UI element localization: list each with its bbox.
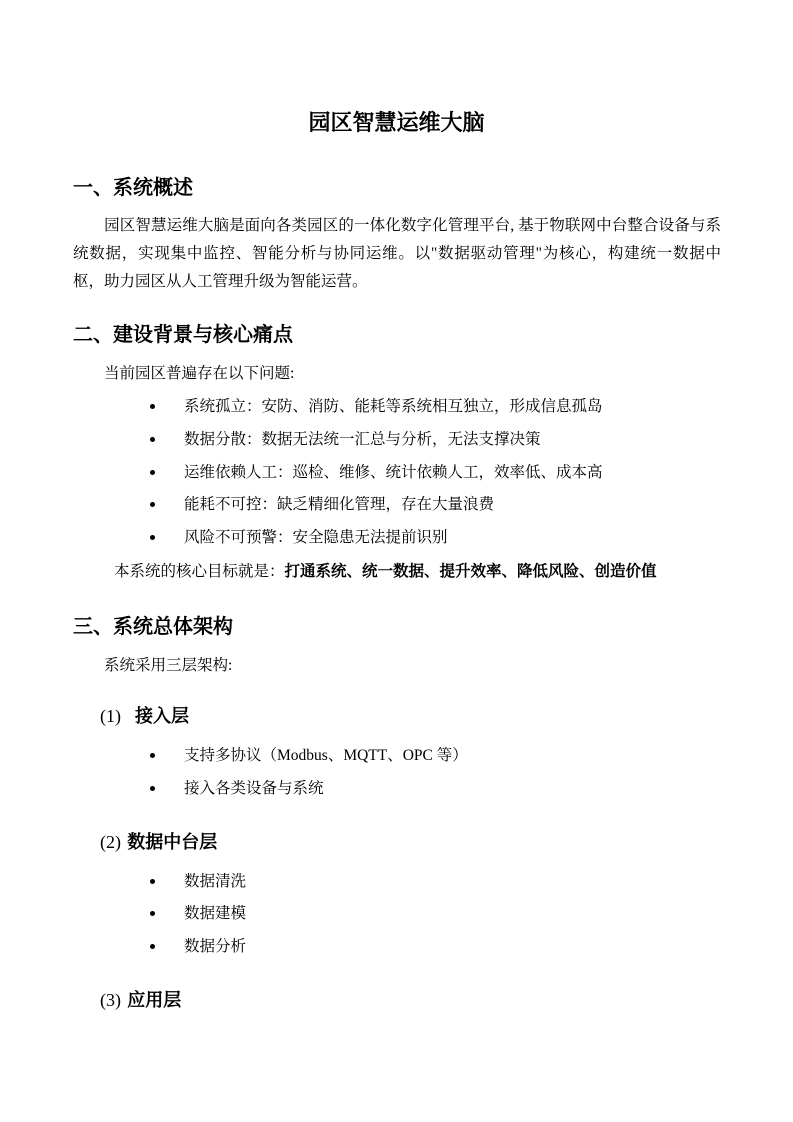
layer-number: (3) (100, 990, 121, 1010)
core-goal-bold: 打通系统、统一数据、提升效率、降低风险、创造价值 (284, 562, 657, 580)
list-item-text: 接入各类设备与系统 (184, 780, 324, 797)
list-item-text: 支持多协议（Modbus、MQTT、OPC 等） (184, 747, 468, 764)
list-item-text: 能耗不可控：缺乏精细化管理，存在大量浪费 (184, 496, 495, 513)
list-item-text: 风险不可预警：安全隐患无法提前识别 (184, 529, 448, 546)
bullet-icon (150, 786, 155, 791)
overview-paragraph-text: 园区智慧运维大脑是面向各类园区的一体化数字化管理平台, 基于物联网中台整合设备与系统数据，实现集中监控、智能分析与协同运维。以"数据驱动管理"为核心，构建统一数据中枢，助力园区从人工管理升级为智能运营。 (73, 217, 721, 290)
bullet-icon (150, 404, 155, 409)
list-item-text: 数据分散：数据无法统一汇总与分析，无法支撑决策 (184, 431, 541, 448)
bullet-icon (150, 879, 155, 884)
layer-number: (2) (100, 832, 121, 852)
list-item-text: 数据清洗 (184, 873, 247, 890)
bullet-icon (150, 470, 155, 475)
section-heading-overview: 一、系统概述 (73, 175, 193, 199)
bullet-icon (150, 911, 155, 916)
bullet-icon (150, 502, 155, 507)
layer-number: (1) (100, 706, 121, 726)
bullet-icon (150, 437, 155, 442)
layer-heading-access (100, 703, 189, 730)
bullet-icon (150, 753, 155, 758)
architecture-intro: 系统采用三层架构: (104, 657, 233, 674)
layer-heading-data-platform (100, 829, 217, 856)
bullet-icon (150, 944, 155, 949)
core-goal-line (114, 560, 657, 583)
background-intro: 当前园区普遍存在以下问题: (104, 365, 295, 382)
list-item-text: 数据建模 (184, 905, 247, 922)
overview-paragraph (73, 212, 721, 296)
layer-title: 接入层 (135, 706, 189, 727)
list-item-text: 运维依赖人工：巡检、维修、统计依赖人工，效率低、成本高 (184, 464, 603, 481)
bullet-icon (150, 535, 155, 540)
section-heading-background: 二、建设背景与核心痛点 (73, 322, 293, 346)
layer-title: 数据中台层 (127, 832, 218, 853)
list-item-text: 数据分析 (184, 938, 247, 955)
list-item-text: 系统孤立：安防、消防、能耗等系统相互独立，形成信息孤岛 (184, 398, 603, 415)
layer-title: 应用层 (127, 990, 182, 1011)
layer-heading-application (100, 987, 181, 1014)
core-goal-prefix: 本系统的核心目标就是： (114, 563, 285, 580)
section-heading-architecture: 三、系统总体架构 (73, 614, 233, 638)
document-title: 园区智慧运维大脑 (308, 111, 485, 136)
